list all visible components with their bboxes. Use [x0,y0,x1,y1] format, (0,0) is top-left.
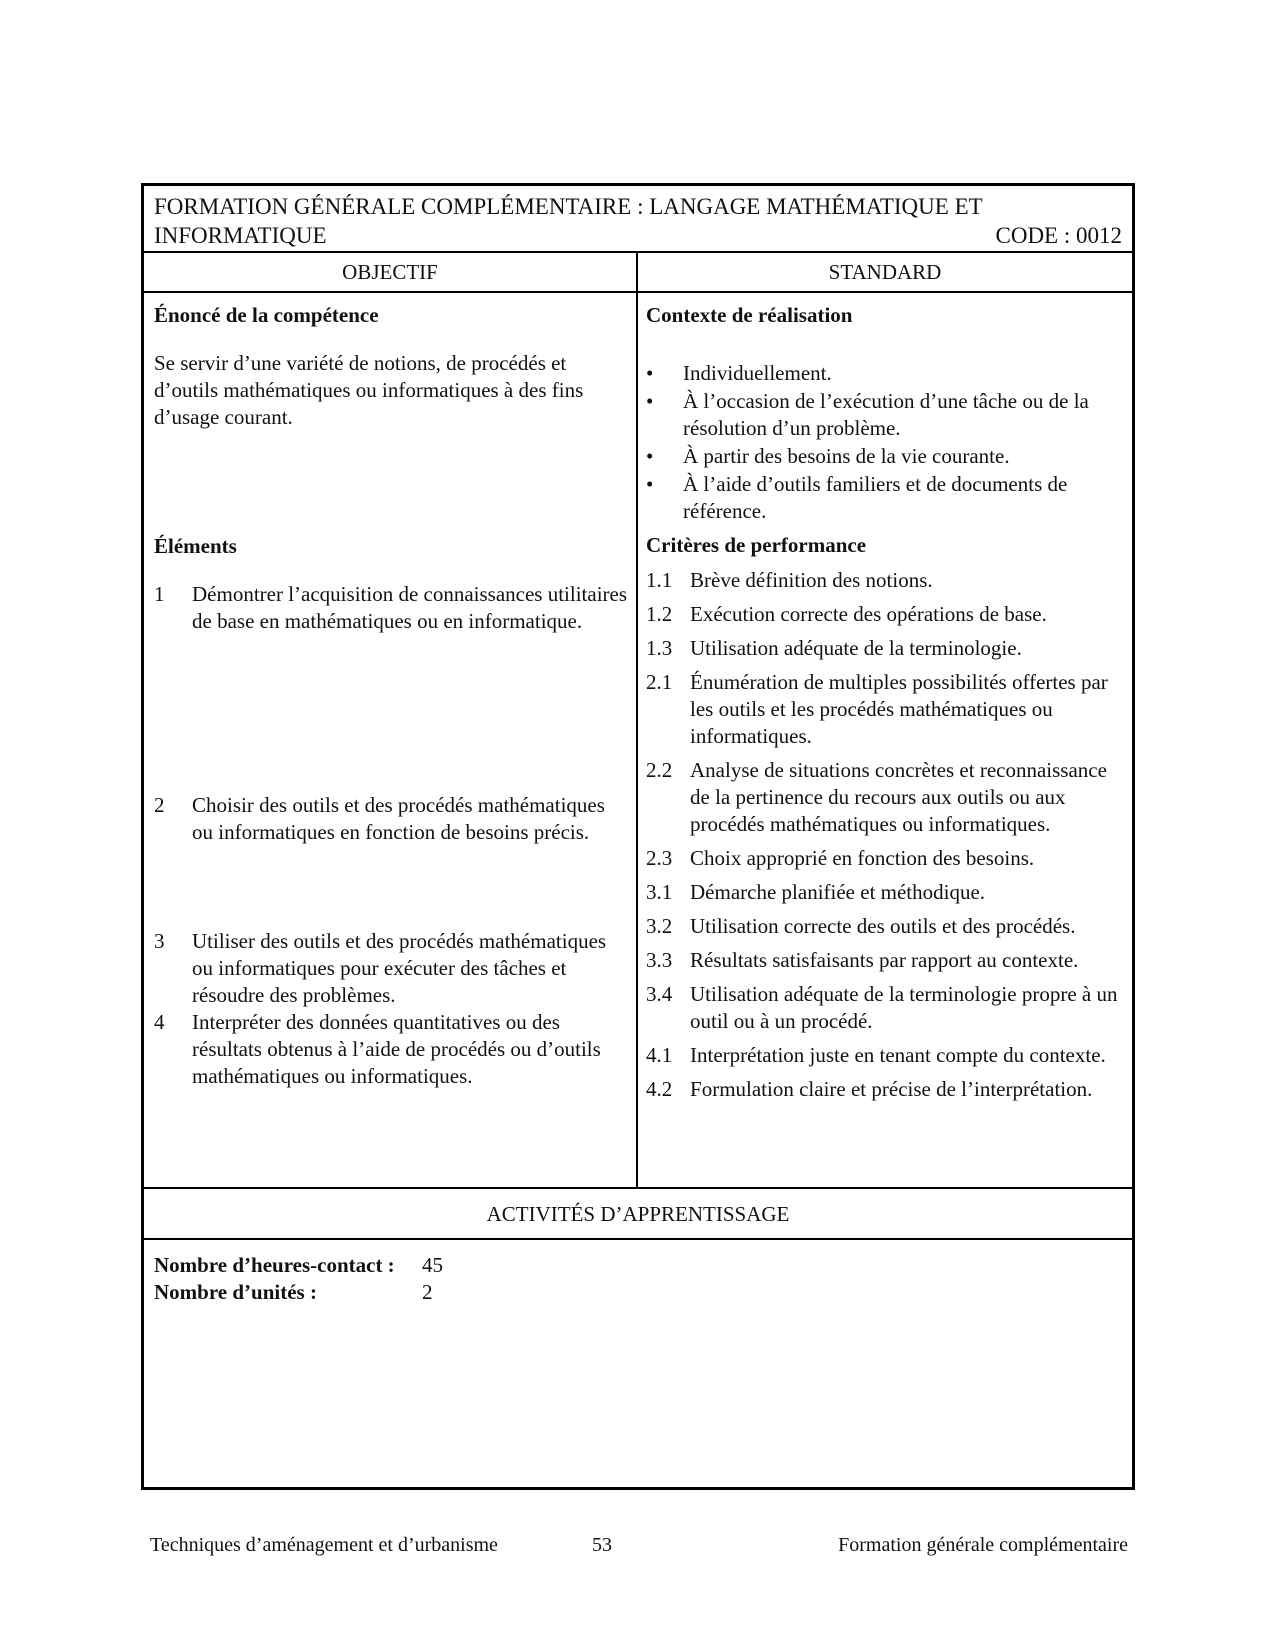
critere-text: Exécution correcte des opérations de base. [690,602,1047,626]
critere-text: Utilisation adéquate de la terminologie. [690,636,1022,660]
competence-heading: Énoncé de la compétence [154,303,379,327]
contexte-text: À l’occasion de l’exécution d’une tâche ou de la résolution d’un problème. [683,389,1089,440]
element-number: 3 [154,929,165,953]
competence-text: Se servir d’une variété de notions, de procédés et d’outils mathématiques ou informatiques à des fins d’usage courant. [154,351,584,429]
critere-text: Choix approprié en fonction des besoins. [690,846,1035,870]
units-label: Nombre d’unités : [154,1280,317,1304]
critere-text: Brève définition des notions. [690,568,933,592]
critere-text: Formulation claire et précise de l’interprétation. [690,1077,1093,1101]
footer-section-name: Formation générale complémentaire [838,1534,1128,1556]
bullet-icon: • [646,472,654,496]
critere-number: 1.1 [646,568,673,592]
critere-item [646,635,1126,662]
footer-page-number: 53 [592,1534,612,1556]
critere-text: Interprétation juste en tenant compte du contexte. [690,1043,1106,1067]
contexte-item [646,388,1126,442]
critere-number: 4.1 [646,1043,673,1067]
elements-list [154,581,628,1090]
content-row [144,293,1132,1189]
bullet-icon: • [646,444,654,468]
critere-item [646,845,1126,872]
activites-row [144,1189,1132,1240]
critere-number: 2.1 [646,670,673,694]
critere-number: 3.1 [646,880,673,904]
element-text: Utiliser des outils et des procédés mathématiques ou informatiques pour exécuter des tâches et résoudre des problèmes. [192,929,607,1007]
critere-number: 2.3 [646,846,673,870]
critere-item [646,1042,1126,1069]
element-number: 4 [154,1010,165,1034]
critere-item [646,947,1126,974]
objectif-cell [144,293,638,1187]
column-header-row [144,253,1132,293]
column-header-objectif: OBJECTIF [144,253,638,291]
element-number: 2 [154,793,165,817]
contexte-list [646,360,1126,525]
element-number: 1 [154,582,165,606]
contexte-item [646,471,1126,525]
course-code: CODE : 0012 [995,223,1122,248]
course-title-line1: FORMATION GÉNÉRALE COMPLÉMENTAIRE : LANGAGE MATHÉMATIQUE ET [154,194,983,219]
critere-number: 3.4 [646,982,673,1006]
elements-heading: Éléments [154,534,237,558]
criteres-heading: Critères de performance [646,533,867,557]
critere-item [646,913,1126,940]
contexte-item [646,360,1126,387]
critere-item [646,601,1126,628]
element-text: Interpréter des données quantitatives ou des résultats obtenus à l’aide de procédés ou d’outils mathématiques ou informatiques. [192,1010,601,1088]
hours-label: Nombre d’heures-contact : [154,1253,395,1277]
column-header-standard: STANDARD [828,260,942,284]
element-text: Démontrer l’acquisition de connaissances utilitaires de base en mathématiques ou en informatique. [192,582,628,633]
units-value: 2 [422,1280,433,1304]
critere-item [646,757,1126,838]
element-item [154,792,628,846]
hours-value: 45 [422,1253,443,1277]
element-text: Choisir des outils et des procédés mathématiques ou informatiques en fonction de besoins précis. [192,793,605,844]
element-item [154,581,628,635]
critere-number: 1.2 [646,602,673,626]
contexte-text: À partir des besoins de la vie courante. [683,444,1010,468]
bullet-icon: • [646,389,654,413]
critere-text: Énumération de multiples possibilités offertes par les outils et les procédés mathématiques ou informatiques. [690,670,1108,748]
course-title-line2: INFORMATIQUE [154,223,327,248]
critere-number: 3.3 [646,948,673,972]
critere-number: 4.2 [646,1077,673,1101]
critere-number: 2.2 [646,758,673,782]
element-item [154,1009,628,1090]
critere-item [646,879,1126,906]
critere-item [646,981,1126,1035]
bullet-icon: • [646,361,654,385]
criteres-list [646,567,1126,1103]
contexte-heading: Contexte de réalisation [646,303,853,327]
activites-heading: ACTIVITÉS D’APPRENTISSAGE [486,1202,790,1226]
footer-program-name: Techniques d’aménagement et d’urbanisme [150,1534,498,1556]
contexte-text: À l’aide d’outils familiers et de documents de référence. [683,472,1068,523]
critere-text: Utilisation adéquate de la terminologie propre à un outil ou à un procédé. [690,982,1118,1033]
course-table [141,183,1135,1490]
contexte-text: Individuellement. [683,361,832,385]
critere-item [646,567,1126,594]
critere-text: Analyse de situations concrètes et reconnaissance de la pertinence du recours aux outils ou aux procédés mathématiques ou informatiques. [690,758,1107,836]
activites-detail-row [144,1240,1132,1487]
critere-item [646,669,1126,750]
critere-number: 1.3 [646,636,673,660]
title-row [144,186,1132,253]
critere-number: 3.2 [646,914,673,938]
critere-text: Démarche planifiée et méthodique. [690,880,986,904]
element-item [154,928,628,1009]
contexte-item [646,443,1126,470]
critere-item [646,1076,1126,1103]
standard-cell [638,293,1132,1187]
critere-text: Utilisation correcte des outils et des procédés. [690,914,1076,938]
critere-text: Résultats satisfaisants par rapport au contexte. [690,948,1079,972]
